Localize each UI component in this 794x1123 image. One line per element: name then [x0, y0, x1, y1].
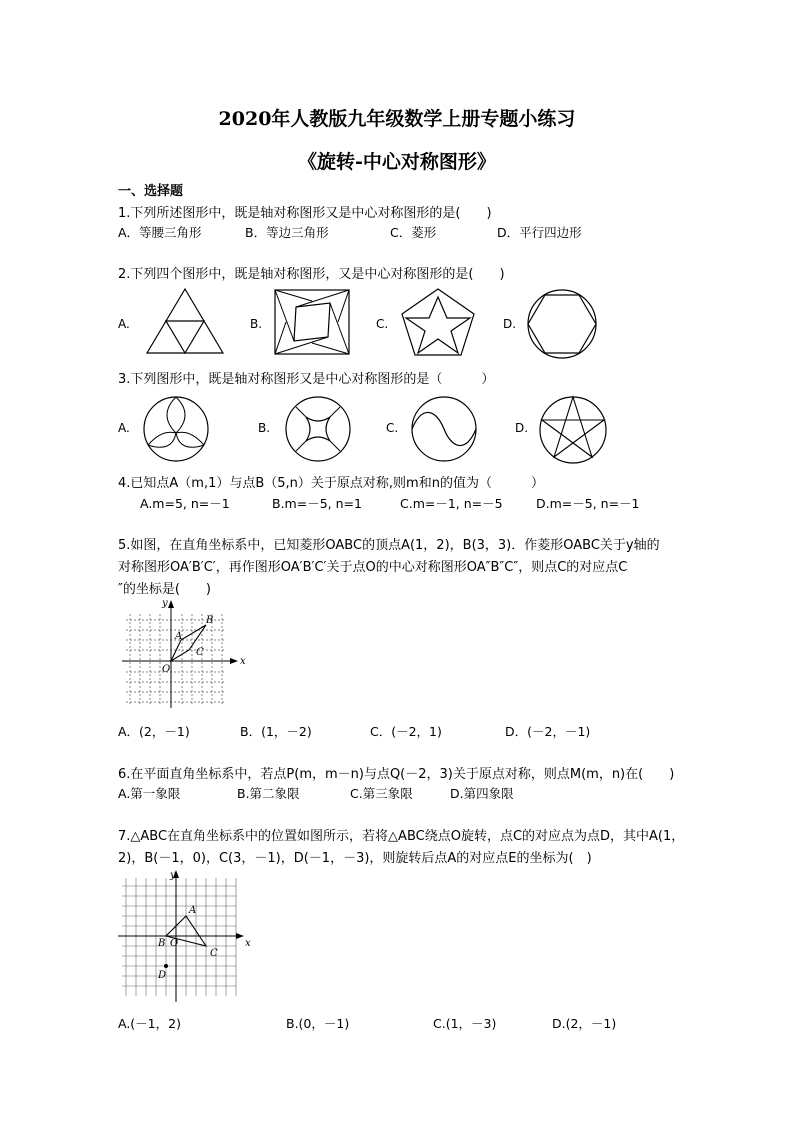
question-3-label-d: D.: [515, 421, 529, 435]
question-4-option-a: A.m=5, n=－1: [140, 496, 230, 511]
question-7-line-2: 2)，B(－1，0)，C(3，－1)，D(－1，－3)，则旋转后点A的对应点E的坐标为( ): [118, 851, 592, 866]
q2-figure-d-circle-hexagon: [526, 288, 598, 360]
q7-point-b-label: B: [158, 938, 166, 949]
q5-point-a-label: A: [175, 631, 183, 642]
section-heading: 一、选择题: [118, 184, 184, 199]
question-6-stem: 6.在平面直角坐标系中，若点P(m，m－n)与点Q(－2，3)关于原点对称，则点M(m，n)在( ): [118, 767, 675, 782]
question-6-option-c: C.第三象限: [350, 786, 413, 801]
question-1-option-b: B．等边三角形: [245, 225, 329, 240]
q7-point-d-label: D: [158, 970, 167, 981]
q5-point-c-label: C: [196, 647, 204, 658]
question-5-option-a: A．(2，－1): [118, 724, 190, 739]
question-3-label-a: A.: [118, 421, 130, 435]
q7-point-a-label: A: [189, 905, 197, 916]
q3-figure-d-circle-star: [538, 395, 608, 465]
q5-coordinate-graph: [122, 598, 248, 710]
q5-origin-label: O: [162, 664, 171, 675]
question-5-line-1: 5.如图，在直角坐标系中，已知菱形OABC的顶点A(1，2)，B(3，3)．作菱形OABC关于y轴的: [118, 538, 660, 553]
page-subtitle: 《旋转-中心对称图形》: [298, 151, 496, 173]
question-1-stem: 1.下列所述图形中，既是轴对称图形又是中心对称图形的是( ): [118, 206, 492, 221]
question-1-option-d: D．平行四边形: [497, 225, 582, 240]
page-title: 2020年人教版九年级数学上册专题小练习: [218, 108, 576, 130]
question-3-stem: 3.下列图形中，既是轴对称图形又是中心对称图形的是（ ）: [118, 372, 495, 387]
question-7-option-b: B.(0，－1): [286, 1016, 350, 1031]
q2-figure-c-pentagon-star: [400, 287, 476, 357]
question-5-option-d: D．(－2，－1): [505, 724, 591, 739]
question-2-stem: 2.下列四个图形中，既是轴对称图形，又是中心对称图形的是( ): [118, 267, 505, 282]
question-5-line-3: ″的坐标是( ): [118, 582, 211, 597]
question-2-label-d: D.: [503, 317, 517, 331]
q3-figure-a-three-petals: [142, 395, 210, 463]
question-7-option-d: D.(2，－1): [552, 1016, 617, 1031]
q2-figure-a-triangle: [145, 287, 225, 355]
q5-y-axis-label: y: [162, 598, 168, 609]
question-3-label-b: B.: [258, 421, 271, 435]
q3-figure-b-concave-square: [284, 395, 352, 463]
question-7-option-a: A.(－1，2): [118, 1016, 181, 1031]
q7-point-c-label: C: [210, 948, 218, 959]
question-6-option-b: B.第二象限: [237, 786, 300, 801]
q7-origin-label: O: [170, 938, 179, 949]
q3-figure-c-s-curve: [410, 395, 478, 463]
question-7-line-1: 7.△ABC在直角坐标系中的位置如图所示，若将△ABC绕点O旋转，点C的对应点为点D，其中A(1，: [118, 829, 685, 844]
question-5-option-c: C．(－2，1): [370, 724, 442, 739]
q7-y-axis-label: y: [170, 870, 176, 881]
q5-x-axis-label: x: [240, 656, 246, 667]
question-4-option-c: C.m=－1, n=－5: [400, 496, 503, 511]
question-4-option-d: D.m=－5, n=－1: [536, 496, 640, 511]
question-6-option-a: A.第一象限: [118, 786, 181, 801]
question-3-label-c: C.: [386, 421, 399, 435]
question-1-option-c: C．菱形: [390, 225, 437, 240]
question-1-option-a: A．等腰三角形: [118, 225, 202, 240]
q5-point-b-label: B: [206, 615, 214, 626]
question-2-label-a: A.: [118, 317, 130, 331]
q2-figure-b-square: [274, 289, 350, 355]
question-2-label-b: B.: [250, 317, 263, 331]
question-6-option-d: D.第四象限: [450, 786, 514, 801]
question-2-label-c: C.: [376, 317, 389, 331]
question-7-option-c: C.(1，－3): [433, 1016, 497, 1031]
q7-x-axis-label: x: [245, 938, 251, 949]
question-4-option-b: B.m=－5, n=1: [272, 496, 362, 511]
question-5-line-2: 对称图形OA′B′C′，再作图形OA′B′C′关于点O的中心对称图形OA″B″C″，则点C的对应点C: [118, 560, 628, 575]
question-5-option-b: B．(1，－2): [240, 724, 312, 739]
q7-coordinate-graph: [118, 868, 250, 1004]
question-4-stem: 4.已知点A（m,1）与点B（5,n）关于原点对称,则m和n的值为（ ）: [118, 476, 544, 491]
